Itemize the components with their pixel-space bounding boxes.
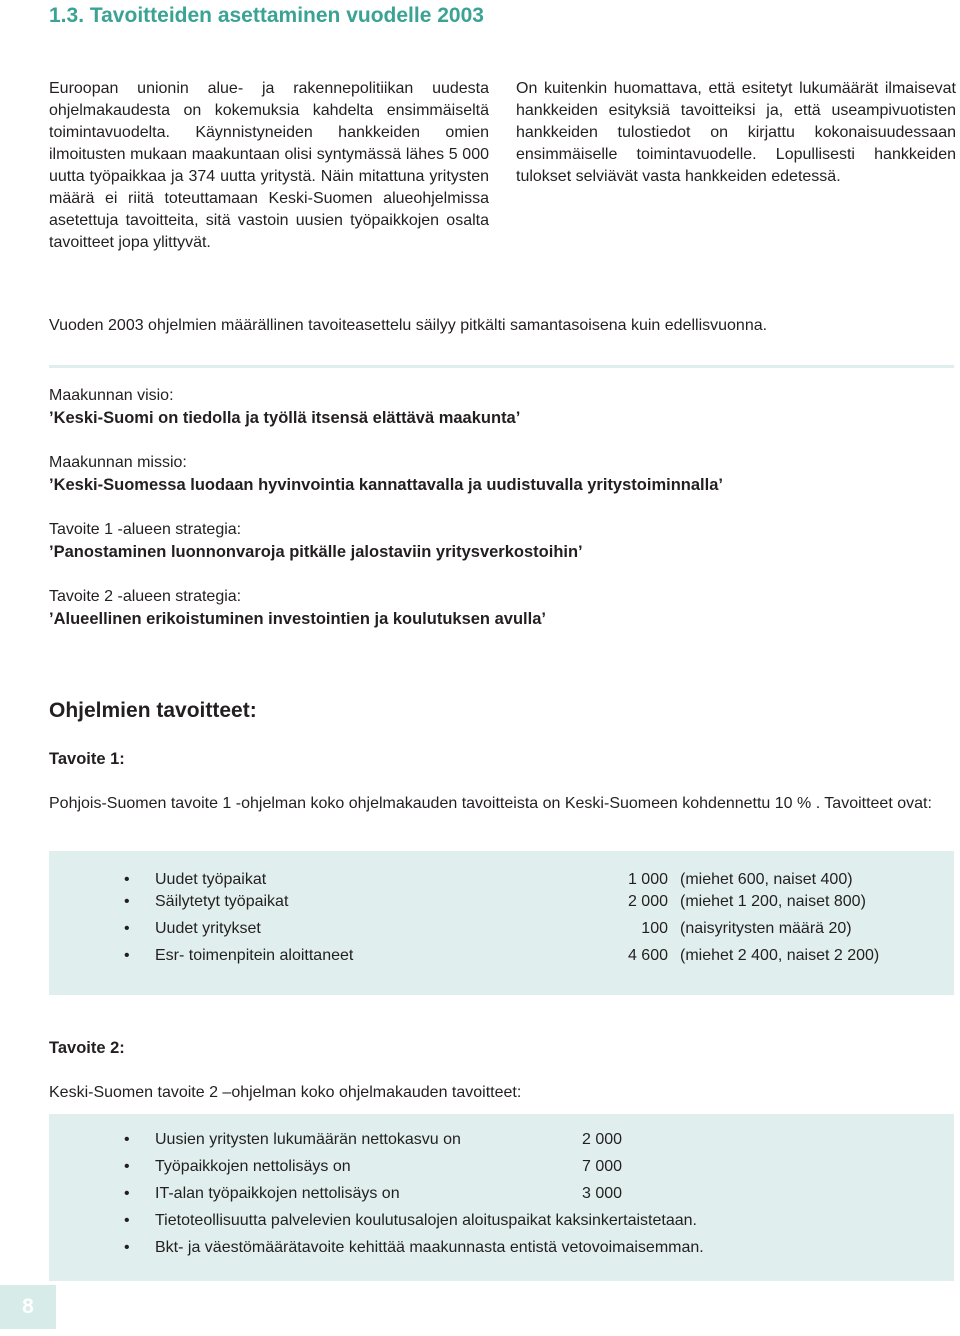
list-item	[124, 942, 934, 969]
intro-left-paragraph: Euroopan unionin alue- ja rakennepolitiikan uudesta ohjelmakaudesta on kokemuksia kahdelta ensimmäiseltä toimintavuodelta. Käynnistyneiden hankkeiden omien ilmoitusten mukaan maakuntaan olisi syntymässä lähes 5 000 uutta työpaikkaa ja 374 uutta yritystä. Näin mitattuna yritysten määrä ei riitä toteuttamaan Keski-Suomen alueohjelmissa asetettuja tavoitteita, sitä vastoin uusien työpaikkojen osalta tavoitteet jopa ylittyvät.	[49, 80, 489, 251]
item-note: (miehet 600, naiset 400)	[680, 871, 853, 888]
item-label: Tietoteollisuutta palvelevien koulutusalojen aloituspaikat kaksinkertaistetaan.	[155, 1212, 697, 1229]
intro-right-paragraph: On kuitenkin huomattava, että esitetyt lukumäärät ilmaisevat hankkeiden esityksiä tavoitteiksi ja, että useampivuotisten hankkeiden tulostiedot on kirjattu kokonaisuudessaan ensimmäiselle toimintavuodelle. Lopullisesti hankkeiden tulokset selviävät vasta hankkeiden edetessä.	[516, 80, 956, 185]
item-value: 4 600	[627, 947, 668, 964]
bullet-icon: •	[124, 893, 130, 910]
vision-label: Maakunnan visio:	[49, 387, 174, 404]
goal1-intro: Pohjois-Suomen tavoite 1 -ohjelman koko ohjelmakauden tavoitteista on Keski-Suomeen kohdennettu 10 % . Tavoitteet ovat:	[49, 795, 932, 812]
bullet-icon: •	[124, 871, 130, 888]
strategy1-value: ’Panostaminen luonnonvaroja pitkälle jalostaviin yritysverkostoihin’	[49, 543, 583, 561]
list-item	[124, 1207, 934, 1234]
goal2-intro: Keski-Suomen tavoite 2 –ohjelman koko ohjelmakauden tavoitteet:	[49, 1084, 522, 1101]
item-note: (miehet 1 200, naiset 800)	[680, 893, 866, 910]
list-item	[124, 915, 934, 942]
item-note: (naisyritysten määrä 20)	[680, 920, 852, 937]
bullet-icon: •	[124, 947, 130, 964]
item-label: Työpaikkojen nettolisäys on	[155, 1158, 351, 1175]
item-label: Bkt- ja väestömäärätavoite kehittää maakunnasta entistä vetovoimaisemman.	[155, 1239, 704, 1256]
bullet-icon: •	[124, 1239, 130, 1256]
list-item	[124, 1126, 934, 1153]
item-note: (miehet 2 400, naiset 2 200)	[680, 947, 880, 964]
item-value: 3 000	[582, 1185, 623, 1202]
goal1-title: Tavoite 1:	[49, 750, 125, 768]
bullet-icon: •	[124, 1131, 130, 1148]
mission-label: Maakunnan missio:	[49, 454, 187, 471]
strategy1-label: Tavoite 1 -alueen strategia:	[49, 521, 242, 538]
item-label: Uusien yritysten lukumäärän nettokasvu on	[155, 1131, 461, 1148]
item-label: Esr- toimenpitein aloittaneet	[155, 947, 354, 964]
item-value: 2 000	[582, 1131, 623, 1148]
intro-right-column	[516, 78, 956, 188]
intro-left-column	[49, 78, 489, 254]
bullet-icon: •	[124, 1212, 130, 1229]
goal2-title: Tavoite 2:	[49, 1039, 125, 1057]
mission-value: ’Keski-Suomessa luodaan hyvinvointia kannattavalla ja uudistuvalla yritystoiminnalla’	[49, 476, 723, 494]
item-label: Uudet työpaikat	[155, 871, 267, 888]
vision-value: ’Keski-Suomi on tiedolla ja työllä itsensä elättävä maakunta’	[49, 409, 521, 427]
list-item	[124, 1180, 934, 1207]
summary-text: Vuoden 2003 ohjelmien määrällinen tavoiteasettelu säilyy pitkälti samantasoisena kuin edellisvuonna.	[49, 317, 768, 334]
strategy2-label: Tavoite 2 -alueen strategia:	[49, 588, 242, 605]
page-number-badge: 8	[0, 1285, 56, 1329]
item-value: 7 000	[582, 1158, 623, 1175]
item-label: Uudet yritykset	[155, 920, 261, 937]
strategy2-value: ’Alueellinen erikoistuminen investointien ja koulutuksen avulla’	[49, 610, 546, 628]
list-item	[124, 1234, 934, 1261]
bullet-icon: •	[124, 920, 130, 937]
divider	[49, 365, 954, 368]
list-item	[124, 888, 934, 915]
goal1-box	[49, 851, 954, 995]
item-label: Säilytetyt työpaikat	[155, 893, 289, 910]
section-heading: 1.3. Tavoitteiden asettaminen vuodelle 2003	[49, 4, 484, 27]
list-item	[124, 1153, 934, 1180]
bullet-icon: •	[124, 1158, 130, 1175]
bullet-icon: •	[124, 1185, 130, 1202]
goal2-box	[49, 1114, 954, 1281]
goals-title: Ohjelmien tavoitteet:	[49, 699, 257, 722]
item-value: 2 000	[627, 893, 668, 910]
item-value: 100	[641, 920, 668, 937]
item-label: IT-alan työpaikkojen nettolisäys on	[155, 1185, 400, 1202]
item-value: 1 000	[627, 871, 668, 888]
